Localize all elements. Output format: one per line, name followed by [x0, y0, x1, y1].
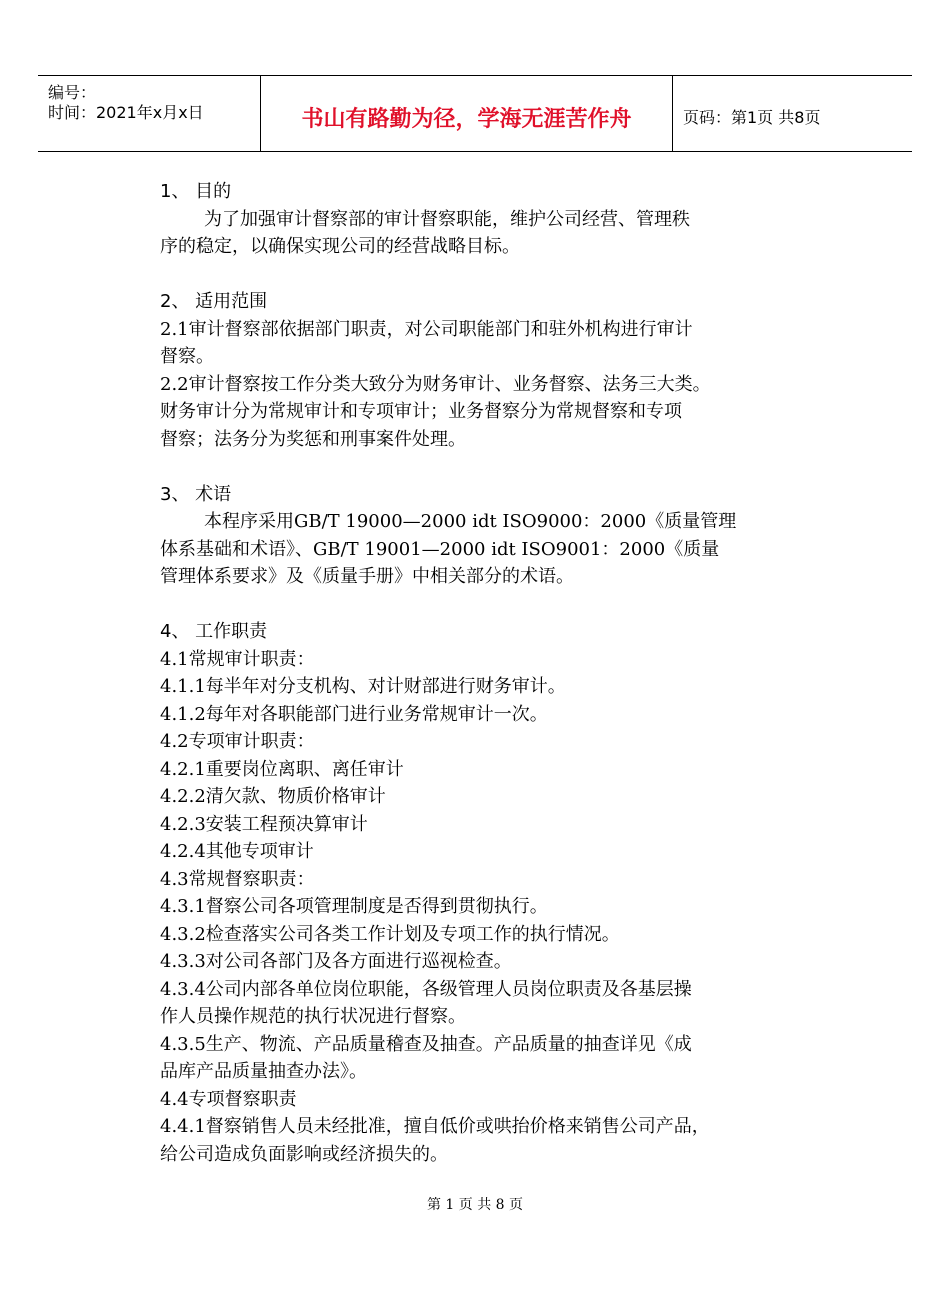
body-line: 4.1常规审计职责： [160, 648, 315, 670]
body-line: 督察。 [160, 346, 214, 367]
body-line: 4.1.2每年对各职能部门进行业务常规审计一次。 [160, 703, 548, 725]
blank-line [160, 591, 810, 619]
body-line: 4.4.1督察销售人员未经批准，擅自低价或哄抬价格来销售公司产品， [160, 1116, 710, 1137]
header-meta-cell [38, 76, 261, 151]
body-line: 4.4专项督察职责 [160, 1088, 297, 1110]
page-footer: 第 1 页 共 8 页 [426, 1197, 524, 1213]
body-line: 4.2专项审计职责： [160, 731, 315, 752]
document-body [160, 178, 810, 1168]
body-line: 4.2.1重要岗位离职、离任审计 [160, 758, 404, 780]
section-heading: 4、 工作职责 [160, 621, 268, 642]
header-motto: 书山有路勤为径，学海无涯苦作舟 [301, 107, 632, 132]
document-time-label: 时间：2021年x月x日 [48, 103, 204, 122]
body-line: 4.2.3安装工程预决算审计 [160, 813, 368, 835]
body-line: 4.3.3对公司各部门及各方面进行巡视检查。 [160, 951, 512, 972]
body-line: 4.3.2检查落实公司各类工作计划及专项工作的执行情况。 [160, 923, 620, 945]
header-motto-cell [261, 76, 673, 151]
body-line: 2.1审计督察部依据部门职责，对公司职能部门和驻外机构进行审计 [160, 318, 693, 340]
section-heading: 2、 适用范围 [160, 291, 268, 312]
body-line: 管理体系要求》及《质量手册》中相关部分的术语。 [160, 566, 574, 587]
section-heading: 1、 目的 [160, 181, 232, 202]
body-line: 4.1.1每半年对分支机构、对计财部进行财务审计。 [160, 676, 566, 697]
body-line: 序的稳定，以确保实现公司的经营战略目标。 [160, 236, 520, 257]
document-number-label: 编号： [48, 83, 97, 102]
blank-line [160, 453, 810, 481]
body-line: 督察；法务分为奖惩和刑事案件处理。 [160, 428, 466, 450]
header-page-cell [673, 76, 912, 151]
document-header [38, 75, 912, 152]
body-line: 本程序采用GB/T 19000—2000 idt ISO9000：2000《质量管理 [204, 511, 737, 532]
blank-line [160, 261, 810, 289]
body-line: 品库产品质量抽查办法》。 [160, 1061, 367, 1082]
body-line: 4.3常规督察职责： [160, 868, 315, 890]
body-line: 财务审计分为常规审计和专项审计；业务督察分为常规督察和专项 [160, 401, 682, 422]
body-line: 给公司造成负面影响或经济损失的。 [160, 1143, 448, 1165]
body-line: 作人员操作规范的执行状况进行督察。 [160, 1006, 466, 1027]
body-line: 4.2.4其他专项审计 [160, 841, 314, 862]
body-line: 为了加强审计督察部的审计督察职能，维护公司经营、管理秩 [204, 208, 690, 230]
header-page-info: 页码：第1页 共8页 [683, 108, 821, 127]
section-heading: 3、 术语 [160, 483, 232, 505]
body-line: 2.2审计督察按工作分类大致分为财务审计、业务督察、法务三大类。 [160, 373, 711, 395]
body-line: 4.3.5生产、物流、产品质量稽查及抽查。产品质量的抽查详见《成 [160, 1033, 692, 1055]
body-line: 体系基础和术语》、GB/T 19001—2000 idt ISO9001：2000《质量 [160, 538, 720, 560]
body-line: 4.3.1督察公司各项管理制度是否得到贯彻执行。 [160, 896, 548, 917]
body-line: 4.3.4公司内部各单位岗位职能，各级管理人员岗位职责及各基层操 [160, 978, 692, 1000]
body-line: 4.2.2清欠款、物质价格审计 [160, 786, 386, 807]
